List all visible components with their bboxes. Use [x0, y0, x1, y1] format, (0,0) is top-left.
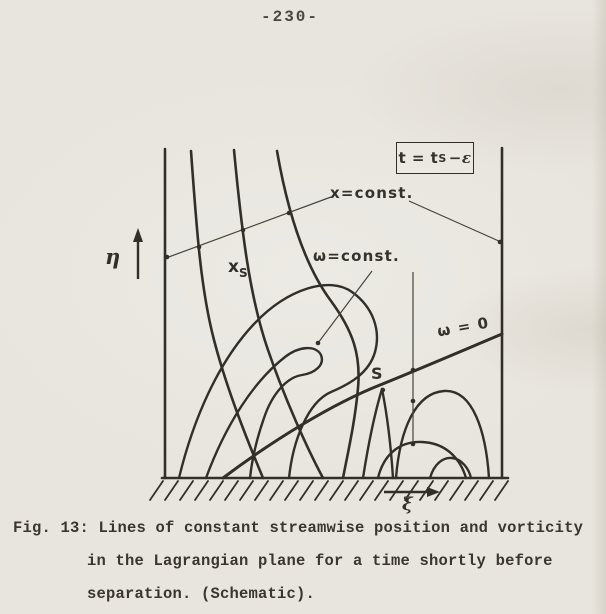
figure-caption-line-3: separation. (Schematic).	[87, 585, 316, 603]
x-const-curve-2	[234, 150, 323, 478]
omega-const-leader-diagonal	[318, 271, 372, 343]
omega-const-label: ω=const.	[313, 247, 400, 265]
x-const-leader-left	[166, 197, 331, 258]
x-const-leader-right	[409, 201, 501, 242]
eta-axis-label: η	[105, 244, 121, 269]
time-box-prefix: t = t	[398, 149, 439, 167]
saddle-branch-left	[363, 389, 382, 478]
eta-axis-arrow	[133, 228, 143, 279]
omega-contour-hook-loop	[206, 348, 322, 478]
xi-axis-label: ξ	[402, 494, 413, 515]
x-s-subscript: S	[238, 266, 248, 280]
saddle-point-label: S	[371, 364, 383, 383]
omega-zero-label: ω = 0	[435, 313, 491, 341]
omega-arch-large	[396, 391, 489, 478]
page-number: -230-	[260, 8, 319, 26]
x-const-label: x=const.	[330, 184, 414, 202]
time-box-suffix: −ε	[448, 149, 472, 167]
x-s-base: x	[228, 257, 239, 277]
x-s-label	[228, 257, 248, 280]
figure-caption-line-2: in the Lagrangian plane for a time shortly before	[87, 552, 553, 570]
omega-zero-curve	[223, 334, 502, 478]
figure-caption-line-1: Fig. 13: Lines of constant streamwise position and vorticity	[13, 519, 584, 537]
time-annotation-box	[396, 142, 474, 174]
ground-hatching	[150, 481, 508, 500]
time-box-subscript: S	[438, 151, 447, 165]
